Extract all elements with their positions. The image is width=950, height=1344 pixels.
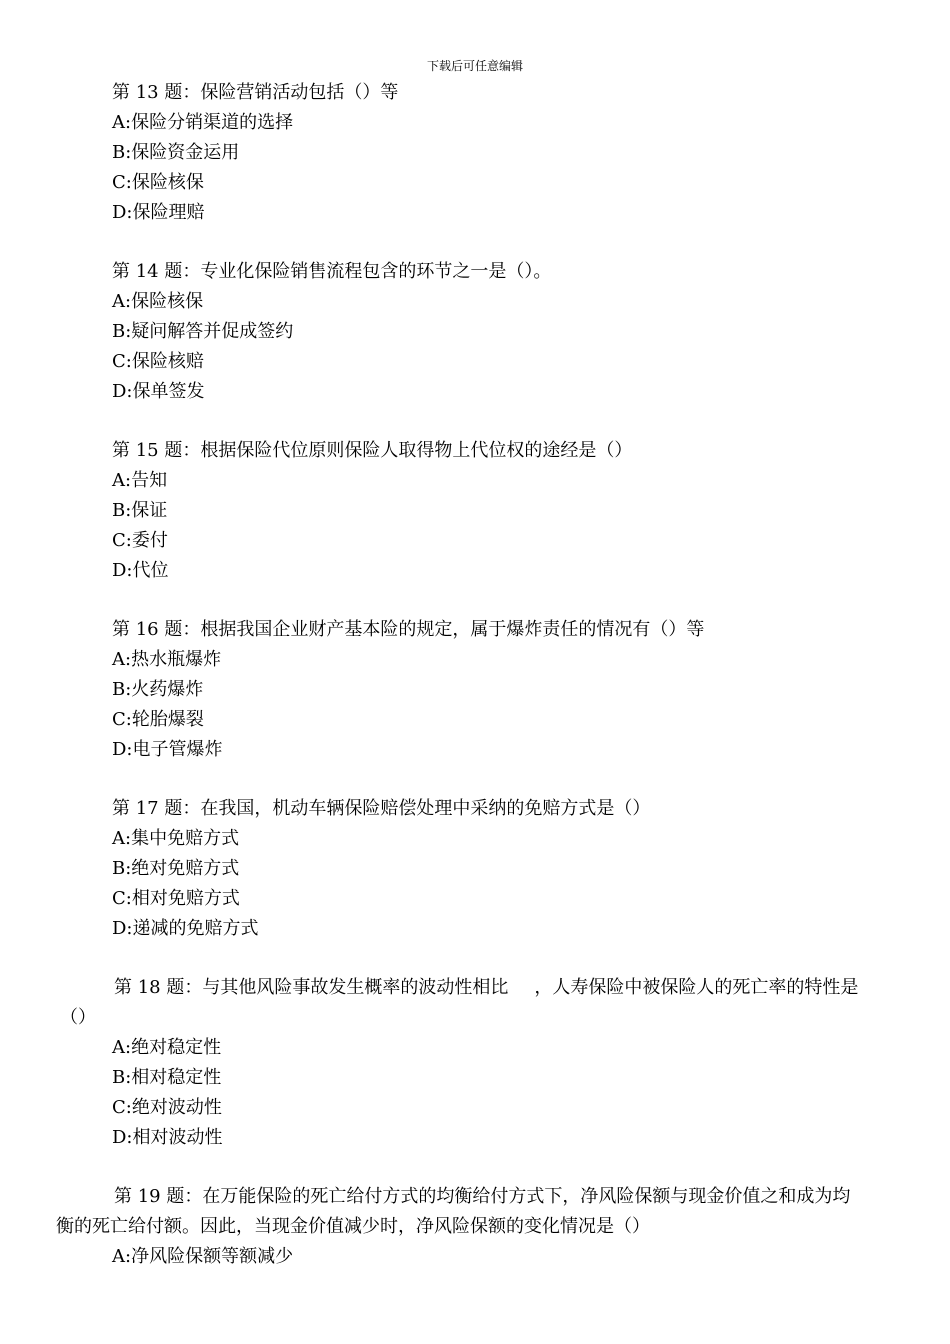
spacer (56, 765, 904, 794)
spacer (56, 228, 904, 257)
question-text-part1: 第 18 题：与其他风险事故发生概率的波动性相比 (114, 977, 509, 998)
question-block-17 (56, 794, 904, 944)
option-c: C:委付 (112, 530, 168, 551)
option-d: D:保单签发 (112, 381, 205, 402)
question-text: 第 15 题：根据保险代位原则保险人取得物上代位权的途经是（） (112, 440, 633, 461)
option-b: B:火药爆炸 (112, 679, 204, 700)
question-text-continuation: （） (60, 1007, 96, 1028)
option-b: B:保证 (112, 500, 168, 521)
spacer (56, 1153, 904, 1182)
option-c: C:轮胎爆裂 (112, 709, 204, 730)
spacer (56, 586, 904, 615)
option-d: D:递减的免赔方式 (112, 918, 259, 939)
option-d: D:电子管爆炸 (112, 739, 223, 760)
option-b: B:保险资金运用 (112, 142, 240, 163)
option-a: A:保险核保 (112, 291, 204, 312)
option-c: C:保险核赔 (112, 351, 204, 372)
option-a: A:保险分销渠道的选择 (112, 112, 294, 133)
document-body (56, 78, 904, 1272)
option-d: D:代位 (112, 560, 169, 581)
option-a: A:告知 (112, 470, 168, 491)
question-block-14 (56, 257, 904, 407)
question-text: 第 13 题：保险营销活动包括（）等 (112, 82, 399, 103)
question-text-part2: ，人寿保险中被保险人的死亡率的特性是 (534, 977, 859, 998)
option-b: B:相对稳定性 (112, 1067, 222, 1088)
spacer (56, 407, 904, 436)
option-a: A:热水瓶爆炸 (112, 649, 222, 670)
question-text (56, 973, 904, 1003)
option-a: A:绝对稳定性 (112, 1037, 222, 1058)
question-block-13 (56, 78, 904, 228)
option-b: B:绝对免赔方式 (112, 858, 240, 879)
option-d: D:相对波动性 (112, 1127, 223, 1148)
header-note: 下载后可任意编辑 (426, 59, 523, 73)
question-block-16 (56, 615, 904, 765)
question-text: 第 19 题：在万能保险的死亡给付方式的均衡给付方式下，净风险保额与现金价值之和成为均 (114, 1186, 851, 1207)
option-c: C:绝对波动性 (112, 1097, 222, 1118)
option-d: D:保险理赔 (112, 202, 205, 223)
question-text: 第 17 题：在我国，机动车辆保险赔偿处理中采纳的免赔方式是（） (112, 798, 651, 819)
question-text: 第 16 题：根据我国企业财产基本险的规定，属于爆炸责任的情况有（）等 (112, 619, 705, 640)
question-block-18 (56, 973, 904, 1153)
question-block-19 (56, 1182, 904, 1272)
option-a: A:集中免赔方式 (112, 828, 240, 849)
question-text-continuation: 衡的死亡给付额。因此，当现金价值减少时，净风险保额的变化情况是（） (56, 1216, 650, 1237)
spacer (56, 944, 904, 973)
option-c: C:保险核保 (112, 172, 204, 193)
question-block-15 (56, 436, 904, 586)
question-text: 第 14 题：专业化保险销售流程包含的环节之一是（）。 (112, 261, 552, 282)
option-a: A:净风险保额等额减少 (112, 1246, 294, 1267)
option-b: B:疑问解答并促成签约 (112, 321, 294, 342)
option-c: C:相对免赔方式 (112, 888, 240, 909)
